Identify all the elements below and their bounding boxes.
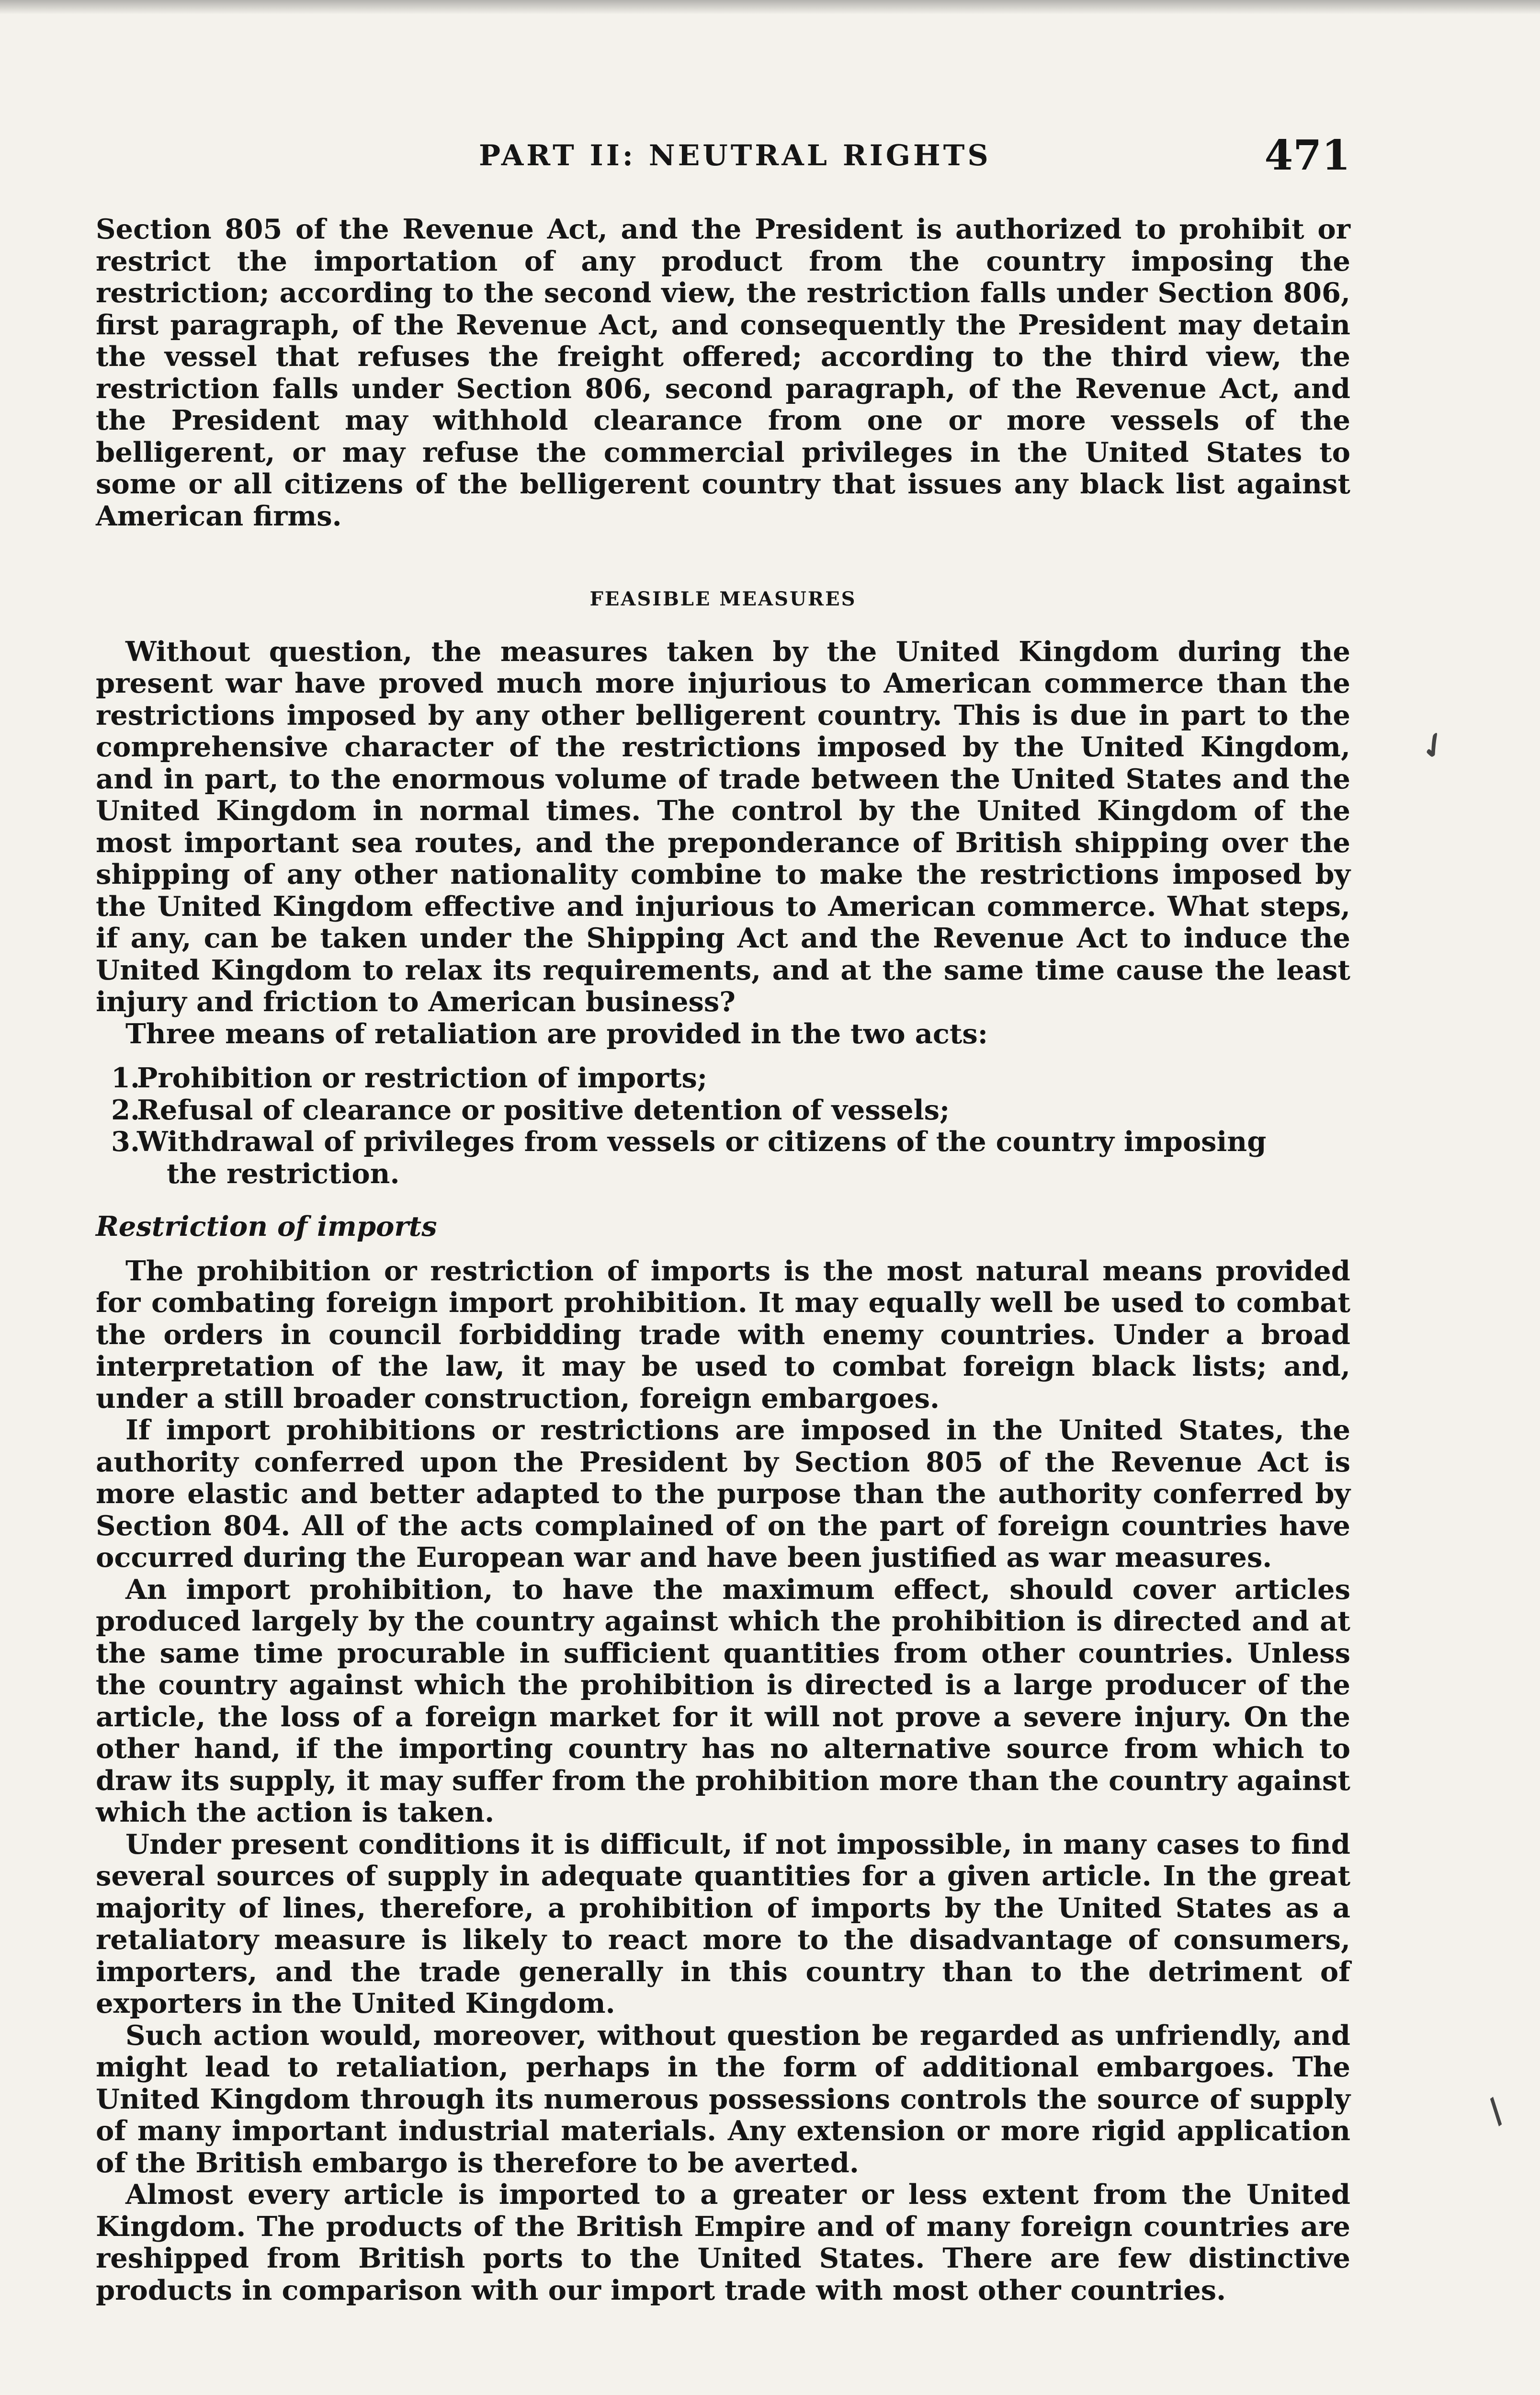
list-item-text: Withdrawal of privileges from vessels or citizens of the country imposing bbox=[137, 1125, 1267, 1158]
list-item bbox=[96, 1094, 1350, 1126]
paragraph: Under present conditions it is difficult, if not impossible, in many cases to find several sources of supply in adequate quantities for a given article. In the great majority of lines, therefore, a prohibition of imports by the United States as a retaliatory measure is likely to react more to the disadvantage of consumers, importers, and the trade generally in this country than to the detriment of exporters in the United Kingdom. bbox=[96, 1827, 1350, 2019]
page-number: 471 bbox=[1264, 131, 1350, 180]
subsection-heading: Restriction of imports bbox=[96, 1210, 437, 1243]
paragraph: The prohibition or restriction of imports is the most natural means provided for combating foreign import prohibition. It may equally well be used to combat the orders in council forbidding trade with enemy countries. Under a broad interpretation of the law, it may be used to combat foreign black lists; and, under a still broader construction, foreign embargoes. bbox=[96, 1254, 1350, 1414]
measures-list bbox=[96, 1062, 1350, 1189]
body-text bbox=[96, 213, 1350, 2306]
margin-pencil-mark: ✓ bbox=[1412, 721, 1456, 770]
paragraph: Such action would, moreover, without question be regarded as unfriendly, and might lead to retaliation, perhaps in the form of additional embargoes. The United Kingdom through its numerous possessions controls the source of supply of many important industrial materials. Any extension or more rigid application of the British embargo is therefore to be averted. bbox=[96, 2019, 1350, 2179]
list-item bbox=[96, 1062, 1350, 1094]
scan-edge-shadow bbox=[0, 0, 1540, 14]
paragraph: Almost every article is imported to a greater or less extent from the United Kingdom. The products of the British Empire and of many foreign countries are reshipped from British ports to the United States. There are few distinctive products in comparison with our import trade with most other countries. bbox=[96, 2178, 1350, 2306]
list-item-continuation: the restriction. bbox=[167, 1157, 400, 1190]
margin-pencil-mark: / bbox=[1479, 2091, 1512, 2131]
list-item-number: 1. bbox=[111, 1061, 140, 1094]
list-item bbox=[96, 1126, 1350, 1189]
running-head: PART II: NEUTRAL RIGHTS bbox=[479, 139, 991, 172]
section-heading: FEASIBLE MEASURES bbox=[589, 588, 857, 610]
list-item-text: Refusal of clearance or positive detention of vessels; bbox=[137, 1093, 950, 1126]
paragraph: Without question, the measures taken by the United Kingdom during the present war have proved much more injurious to American commerce than the restrictions imposed by any other belligerent country. This is due in part to the comprehensive character of the restrictions imposed by the United Kingdom, and in part, to the enormous volume of trade between the United States and the United Kingdom in normal times. The control by the United Kingdom of the most important sea routes, and the preponderance of British shipping over the shipping of any other nationality combine to make the restrictions imposed by the United Kingdom effective and injurious to American commerce. What steps, if any, can be taken under the Shipping Act and the Revenue Act to induce the United Kingdom to relax its requirements, and at the same time cause the least injury and friction to American business? bbox=[96, 635, 1350, 1018]
paragraph: If import prohibitions or restrictions are imposed in the United States, the authority conferred upon the President by Section 805 of the Revenue Act is more elastic and better adapted to the purpose than the authority conferred by Section 804. All of the acts complained of on the part of foreign countries have occurred during the European war and have been justified as war measures. bbox=[96, 1414, 1350, 1574]
list-item-text: Prohibition or restriction of imports; bbox=[137, 1061, 708, 1094]
list-item-number: 2. bbox=[111, 1093, 140, 1126]
list-item-number: 3. bbox=[111, 1125, 140, 1158]
paragraph: An import prohibition, to have the maximum effect, should cover articles produced largely by the country against which the prohibition is directed and at the same time procurable in sufficient quantities from other countries. Unless the country against which the prohibition is directed is a large producer of the article, the loss of a foreign market for it will not prove a severe injury. On the other hand, if the importing country has no alternative source from which to draw its supply, it may suffer from the prohibition more than the country against which the action is taken. bbox=[96, 1573, 1350, 1828]
paragraph: Three means of retaliation are provided in the two acts: bbox=[125, 1017, 988, 1050]
page-header bbox=[96, 120, 1350, 187]
intro-paragraph: Section 805 of the Revenue Act, and the President is authorized to prohibit or restrict the importation of any product from the country imposing the restriction; according to the second view, the restriction falls under Section 806, first paragraph, of the Revenue Act, and consequently the President may detain the vessel that refuses the freight offered; according to the third view, the restriction falls under Section 806, second paragraph, of the Revenue Act, and the President may withhold clearance from one or more vessels of the belligerent, or may refuse the commercial privileges in the United States to some or all citizens of the belligerent country that issues any black list against American firms. bbox=[96, 213, 1350, 532]
